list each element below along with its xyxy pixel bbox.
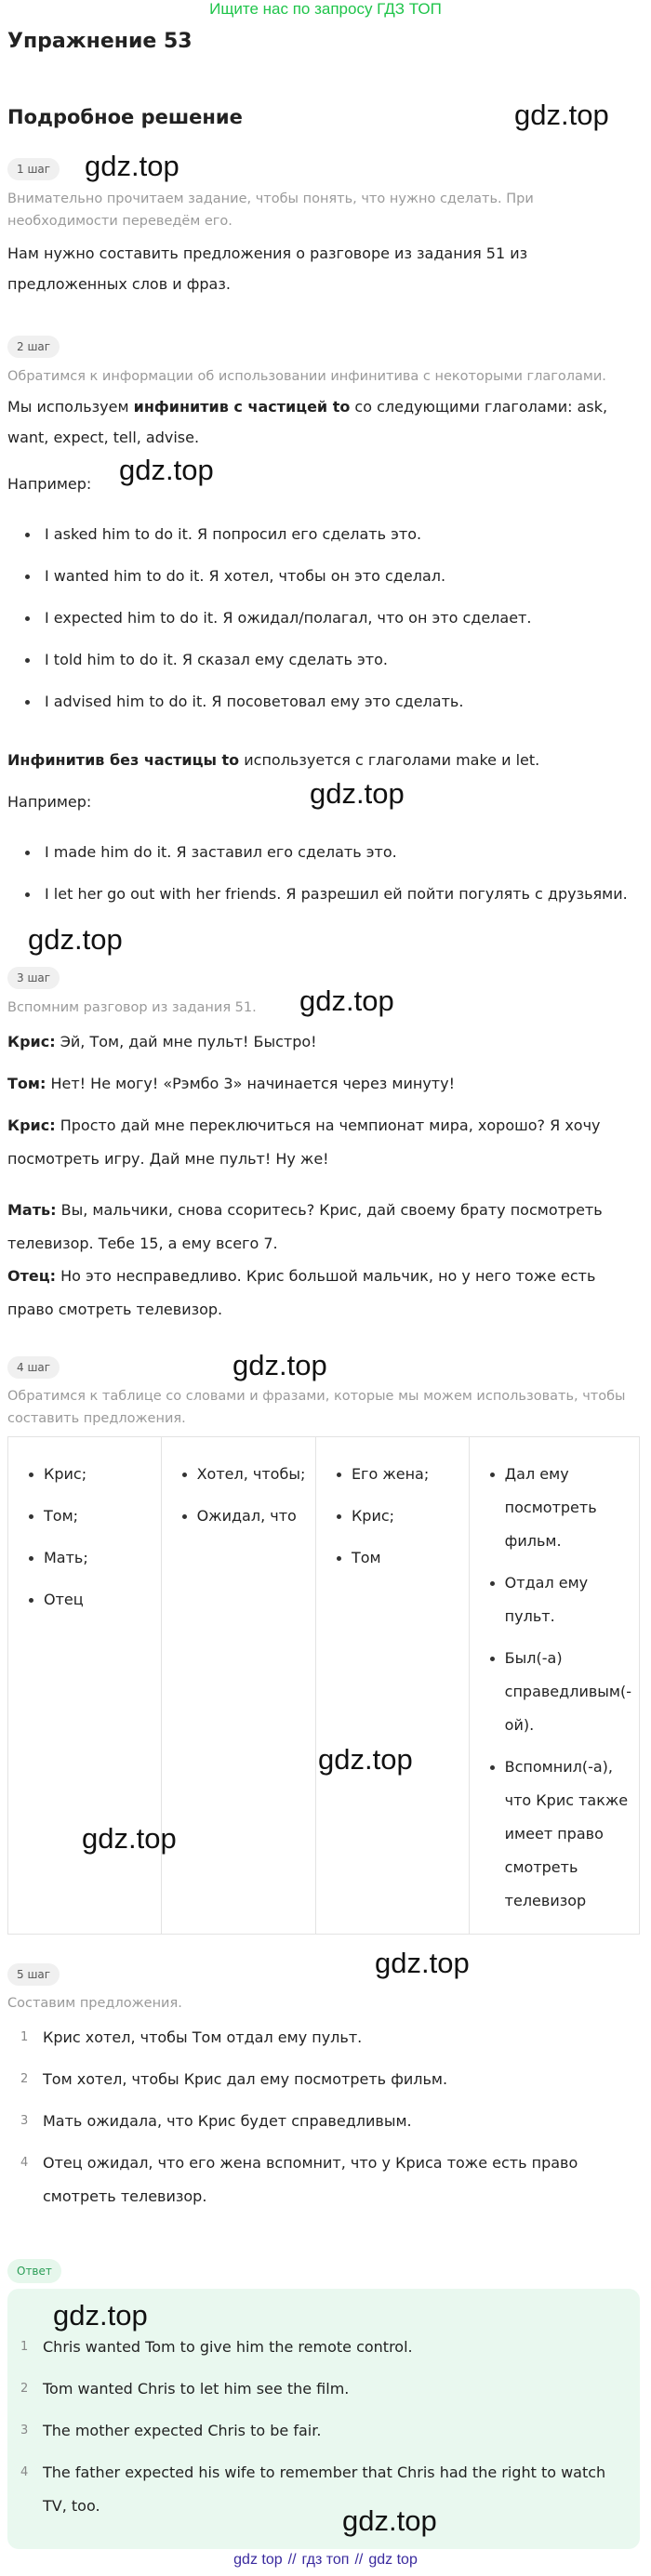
page-title: Упражнение 53 xyxy=(7,30,193,53)
list-item: I advised him to do it. Я посоветовал ему это сделать. xyxy=(7,693,631,734)
example-label-2: Например: xyxy=(7,793,92,811)
watermark: gdz.top xyxy=(82,1822,177,1855)
list-item: I wanted him to do it. Я хотел, чтобы он это сделал. xyxy=(7,567,631,609)
list-item: 3 Мать ожидала, что Крис будет справедливым. xyxy=(20,2112,412,2130)
watermark: gdz.top xyxy=(232,1349,327,1381)
list-item: I asked him to do it. Я попросил его сделать это. xyxy=(7,525,631,567)
table-cell xyxy=(469,1437,639,1935)
step-3-badge: 3 шаг xyxy=(7,967,60,989)
table-cell xyxy=(8,1437,162,1935)
words-table xyxy=(7,1436,640,1935)
watermark: gdz.top xyxy=(53,2299,148,2332)
footer-separator: // xyxy=(354,2552,364,2568)
list-item: I expected him to do it. Я ожидал/полагал, что он это сделает. xyxy=(7,609,631,651)
table-cell xyxy=(315,1437,469,1935)
step-4-badge: 4 шаг xyxy=(7,1356,60,1379)
sentence-list xyxy=(7,2021,631,2222)
watermark: gdz.top xyxy=(299,984,394,1017)
watermark: gdz.top xyxy=(310,777,405,810)
list-item: 3 The mother expected Chris to be fair. xyxy=(20,2422,322,2439)
solution-heading: Подробное решение xyxy=(7,106,243,128)
step-5-hint: Составим предложения. xyxy=(7,1996,182,2011)
footer-links xyxy=(0,2552,651,2569)
watermark: gdz.top xyxy=(318,1743,413,1776)
list-item: Отдал ему пульт. xyxy=(477,1566,631,1633)
footer-link[interactable]: gdz top xyxy=(368,2552,418,2568)
answer-list xyxy=(7,2331,631,2531)
list-item: 1 Крис хотел, чтобы Том отдал ему пульт. xyxy=(20,2028,363,2046)
step-2-rule-2: Инфинитив без частицы to используется с глаголами make и let. xyxy=(7,751,540,769)
watermark: gdz.top xyxy=(28,923,123,956)
step-1-hint: Внимательно прочитаем задание, чтобы понять, что нужно сделать. При необходимости переведём его. xyxy=(7,192,534,229)
example-list-1 xyxy=(7,525,631,734)
list-item: Был(-а) справедливым(-ой). xyxy=(477,1642,631,1742)
answer-badge: Ответ xyxy=(7,2259,61,2283)
list-item: 4 Отец ожидал, что его жена вспомнит, что у Криса тоже есть право смотреть телевизор. xyxy=(20,2154,578,2205)
dialogue-line: Мать: Вы, мальчики, снова ссоритесь? Крис, дай своему брату посмотреть телевизор. Тебе 15, а ему всего 7. xyxy=(7,1201,603,1252)
list-item: Том; xyxy=(16,1499,153,1533)
table-row xyxy=(8,1437,640,1935)
list-item: Его жена; xyxy=(324,1458,461,1491)
list-item: Крис; xyxy=(16,1458,153,1491)
dialogue-line: Отец: Но это несправедливо. Крис большой мальчик, но у него тоже есть право смотреть телевизор. xyxy=(7,1267,596,1318)
step-4-hint: Обратимся к таблице со словами и фразами, которые мы можем использовать, чтобы составить предложения. xyxy=(7,1389,626,1426)
step-1-badge: 1 шаг xyxy=(7,158,60,180)
watermark: gdz.top xyxy=(514,99,609,131)
list-item: Дал ему посмотреть фильм. xyxy=(477,1458,631,1558)
watermark: gdz.top xyxy=(342,2504,437,2537)
table-cell xyxy=(161,1437,315,1935)
watermark: gdz.top xyxy=(119,454,214,486)
dialogue-line: Крис: Просто дай мне переключиться на чемпионат мира, хорошо? Я хочу посмотреть игру. Дай мне пульт! Ну же! xyxy=(7,1116,601,1168)
list-item: 4 The father expected his wife to remember that Chris had the right to watch TV, too. xyxy=(20,2464,606,2515)
footer-separator: // xyxy=(287,2552,297,2568)
step-2-rule-1: Мы используем инфинитив с частицей to со следующими глаголами: ask, want, expect, tell, advise. xyxy=(7,398,608,446)
example-label-1: Например: xyxy=(7,475,92,493)
top-banner[interactable]: Ищите нас по запросу ГДЗ ТОП xyxy=(209,0,442,18)
step-2-badge: 2 шаг xyxy=(7,336,60,358)
step-3-hint: Вспомним разговор из задания 51. xyxy=(7,1000,257,1015)
dialogue-line: Том: Нет! Не могу! «Рэмбо 3» начинается через минуту! xyxy=(7,1075,455,1092)
list-item: I let her go out with her friends. Я разрешил ей пойти погулять с друзьями. xyxy=(7,885,631,927)
footer-link[interactable]: gdz top xyxy=(233,2552,283,2568)
dialogue-line: Крис: Эй, Том, дай мне пульт! Быстро! xyxy=(7,1033,317,1050)
step-2-hint: Обратимся к информации об использовании инфинитива с некоторыми глаголами. xyxy=(7,369,606,384)
step-5-badge: 5 шаг xyxy=(7,1963,60,1986)
list-item: Хотел, чтобы; xyxy=(169,1458,308,1491)
example-list-2 xyxy=(7,843,631,927)
list-item: Том xyxy=(324,1541,461,1575)
watermark: gdz.top xyxy=(375,1947,470,1979)
list-item: 1 Chris wanted Tom to give him the remote control. xyxy=(20,2338,413,2356)
list-item: I told him to do it. Я сказал ему сделать это. xyxy=(7,651,631,693)
list-item: 2 Tom wanted Chris to let him see the film. xyxy=(20,2380,350,2398)
list-item: 2 Том хотел, чтобы Крис дал ему посмотреть фильм. xyxy=(20,2070,448,2088)
list-item: Вспомнил(-а), что Крис также имеет право смотреть телевизор xyxy=(477,1750,631,1918)
list-item: Отец xyxy=(16,1583,153,1617)
footer-link[interactable]: гдз топ xyxy=(301,2552,350,2568)
list-item: Крис; xyxy=(324,1499,461,1533)
list-item: Ожидал, что xyxy=(169,1499,308,1533)
step-1-text: Нам нужно составить предложения о разговоре из задания 51 из предложенных слов и фраз. xyxy=(7,244,528,293)
list-item: I made him do it. Я заставил его сделать это. xyxy=(7,843,631,885)
list-item: Мать; xyxy=(16,1541,153,1575)
watermark: gdz.top xyxy=(85,150,179,182)
